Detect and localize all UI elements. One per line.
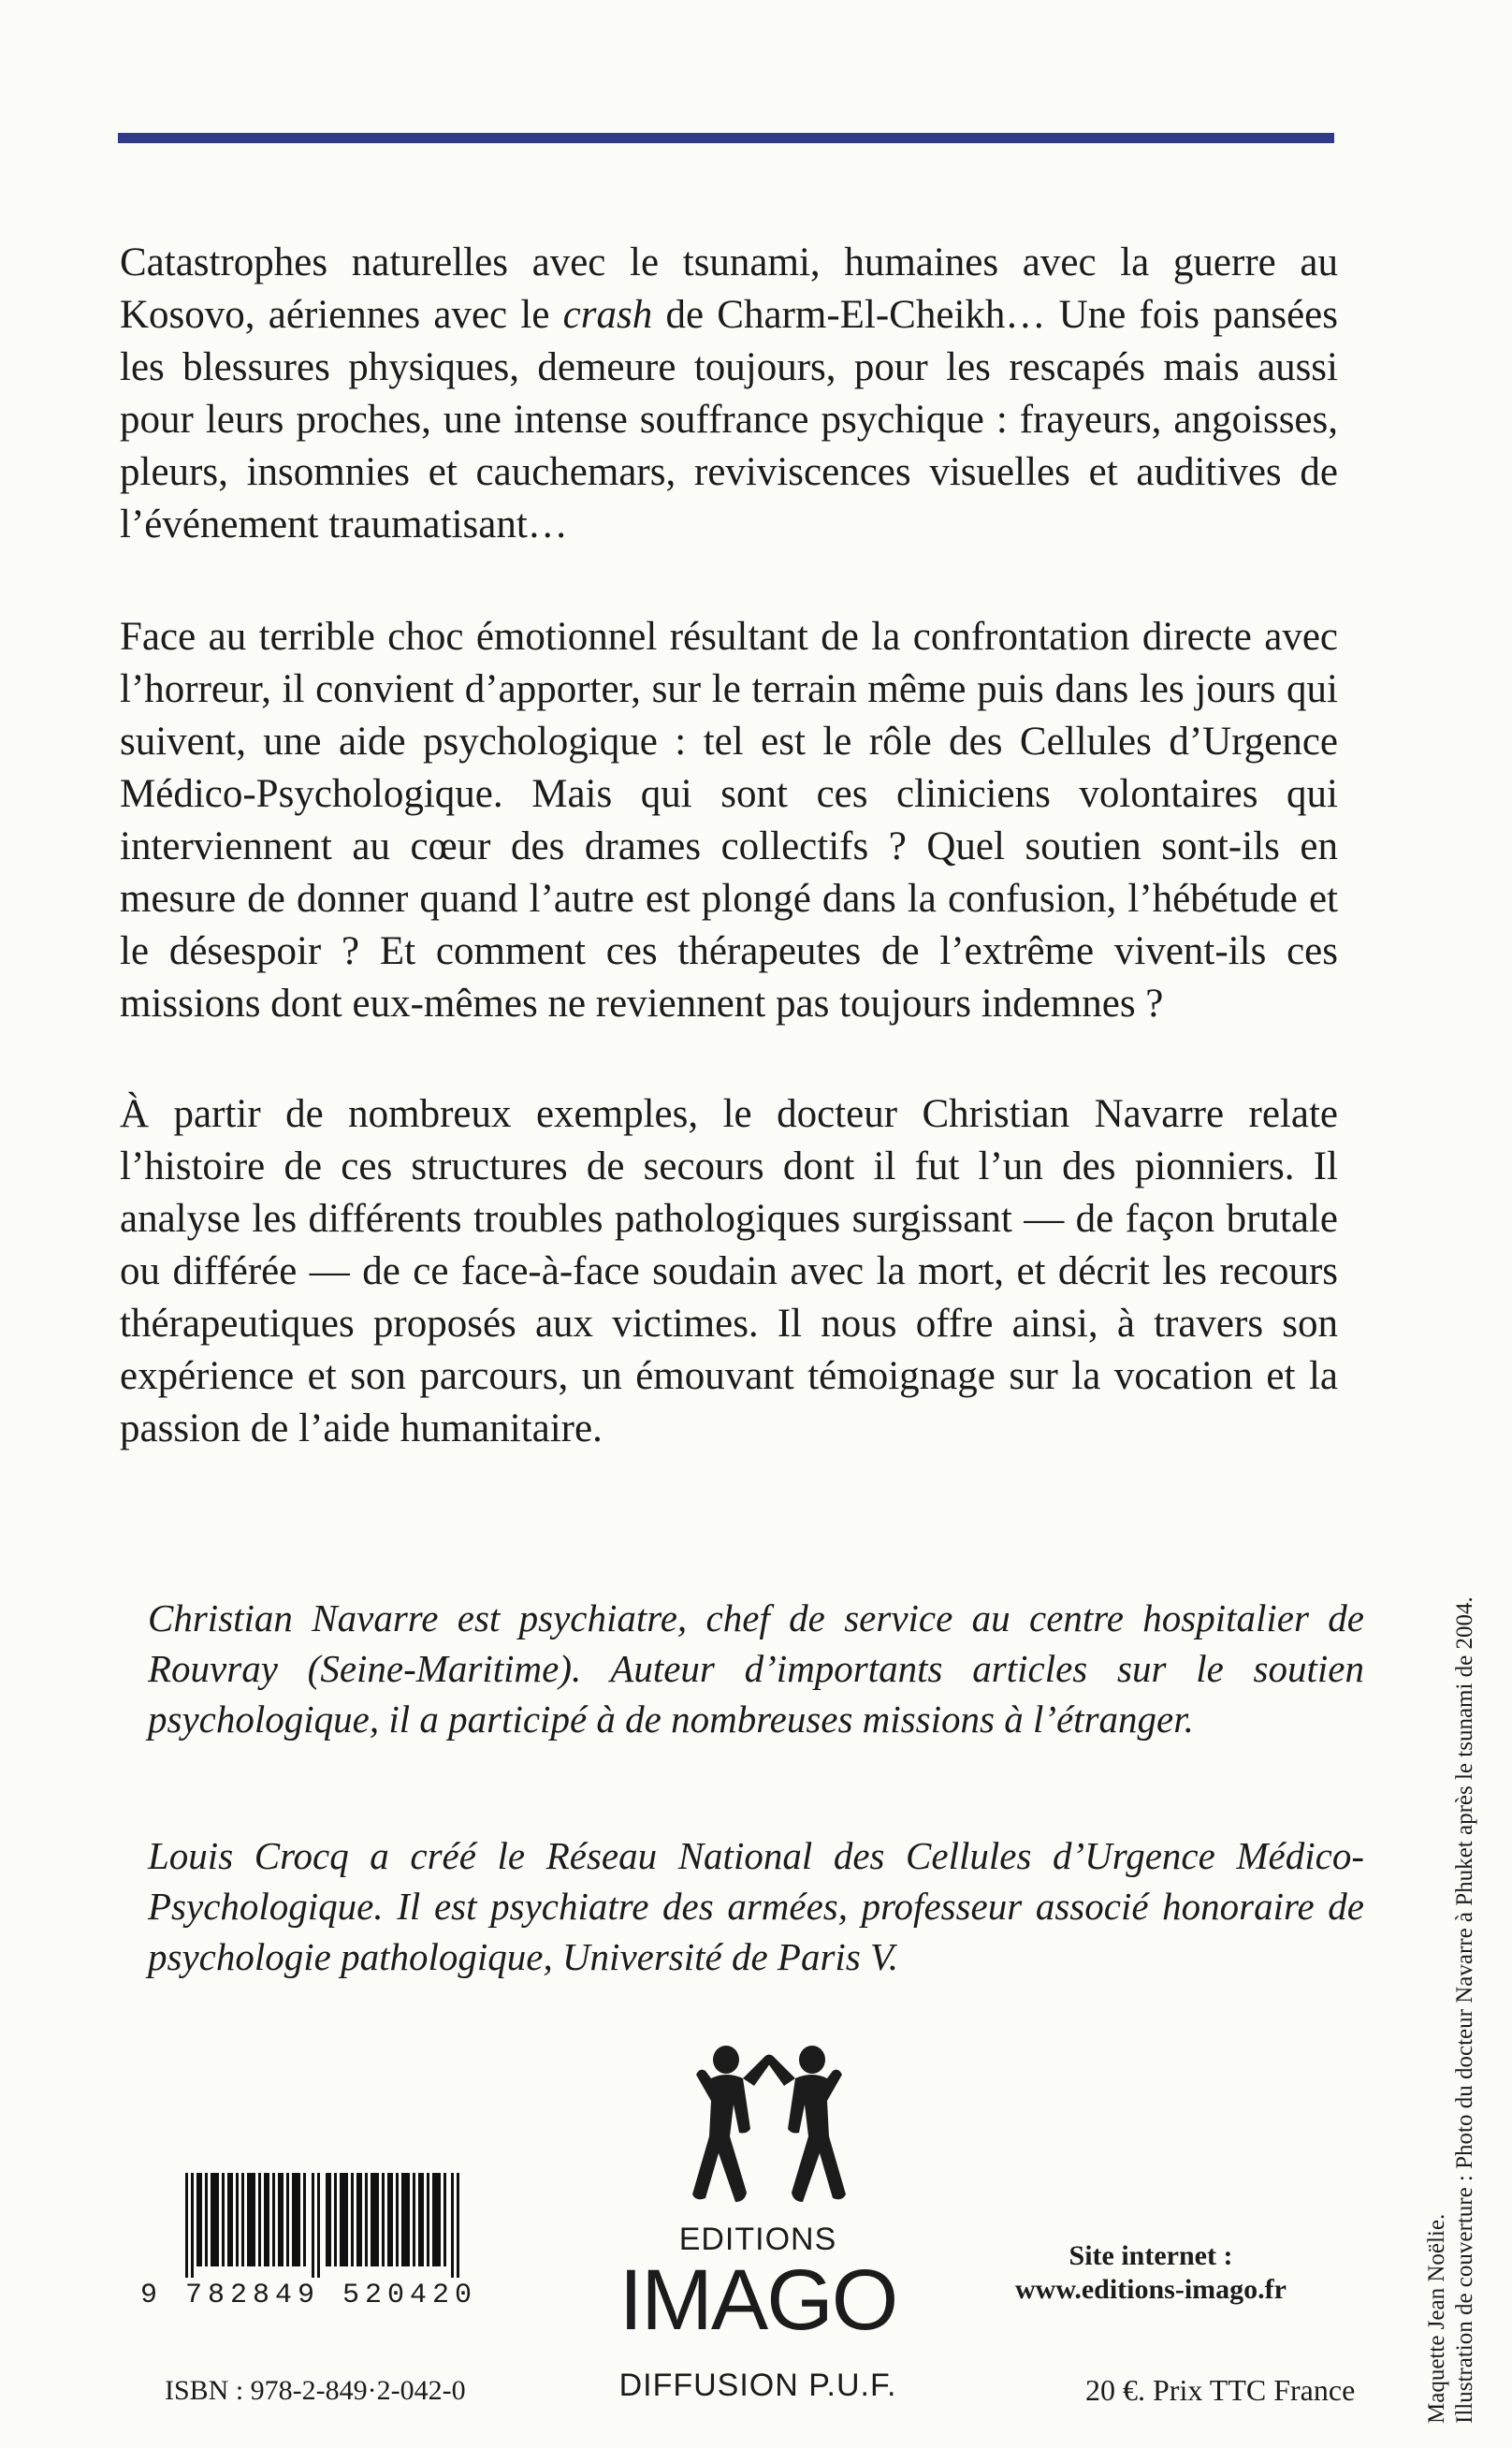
blurb-paragraph-3: À partir de nombreux exemples, le docteur Christian Navarre relate l’histoire de ces structures de secours dont il fut l’un des pionniers. Il analyse les différents troubles pathologiques surgissant — de façon brutale ou différée — de ce face-à-face soudain avec la mort, et décrit les recours thérapeutiques proposés aux victimes. Il nous offre ainsi, à travers son expérience et son parcours, un émouvant témoignage sur la vocation et la passion de l’aide humanitaire. xyxy=(120,1092,1338,1450)
price-label: 20 €. Prix TTC France xyxy=(1085,2373,1356,2407)
isbn-number: ISBN : 978-2-849·2-042-0 xyxy=(165,2375,466,2406)
blurb-paragraph-1-end: de Charm-El-Cheikh… Une fois pansées les blessures physiques, demeure toujours, pour les rescapés mais aussi pour leurs proches, une intense souffrance psychique : frayeurs, angoisses, pleurs, insomnies et cauchemars, reviviscences visuelles et auditives de l’événement traumatisant… xyxy=(120,293,1338,546)
website-url: www.editions-imago.fr xyxy=(1015,2274,1287,2305)
barcode-digits: 9 782849 520420 xyxy=(140,2280,478,2311)
publisher-logo-dancers-icon xyxy=(668,2043,870,2211)
publisher-diffusion-label: DIFFUSION P.U.F. xyxy=(618,2368,897,2403)
publisher-editions-label: EDITIONS xyxy=(678,2222,837,2257)
blurb-paragraph-1 xyxy=(120,237,1338,551)
top-divider-rule xyxy=(118,133,1334,143)
author-bio-navarre: Christian Navarre est psychiatre, chef de service au centre hospitalier de Rouvray (Seine-Maritime). Auteur d’importants articles sur le soutien psychologique, il a participé à de nombreuses missions à l’étranger. xyxy=(148,1596,1364,1741)
blurb-paragraph-1-emphasis: crash xyxy=(562,293,653,337)
author-bio-crocq: Louis Crocq a créé le Réseau National des Cellules d’Urgence Médico-Psychologique. Il est psychiatre des armées, professeur associé honoraire de psychologie pathologique, Université de Paris V. xyxy=(148,1834,1364,1978)
blurb-paragraph-1-start: Catastrophes naturelles avec le tsunami, humaines avec la guerre au Kosovo, aériennes avec le xyxy=(120,240,1338,337)
publisher-name-logo: IMAGO xyxy=(618,2252,897,2348)
website-label: Site internet : xyxy=(1069,2240,1233,2271)
ean-barcode xyxy=(185,2173,466,2278)
blurb-paragraph-2: Face au terrible choc émotionnel résultant de la confrontation directe avec l’horreur, il convient d’apporter, sur le terrain même puis dans les jours qui suivent, une aide psychologique : tel est le rôle des Cellules d’Urgence Médico-Psychologique. Mais qui sont ces cliniciens volontaires qui interviennent au cœur des drames collectifs ? Quel soutien sont-ils en mesure de donner quand l’autre est plongé dans la confusion, l’hébétude et le désespoir ? Et comment ces thérapeutes de l’extrême vivent-ils ces missions dont eux-mêmes ne reviennent pas toujours indemnes ? xyxy=(120,615,1338,1026)
side-credits: Maquette Jean Noëlie. Illustration de couverture : Photo du docteur Navarre à Phuket après le tsunami de 2004. xyxy=(1424,1596,1477,2424)
